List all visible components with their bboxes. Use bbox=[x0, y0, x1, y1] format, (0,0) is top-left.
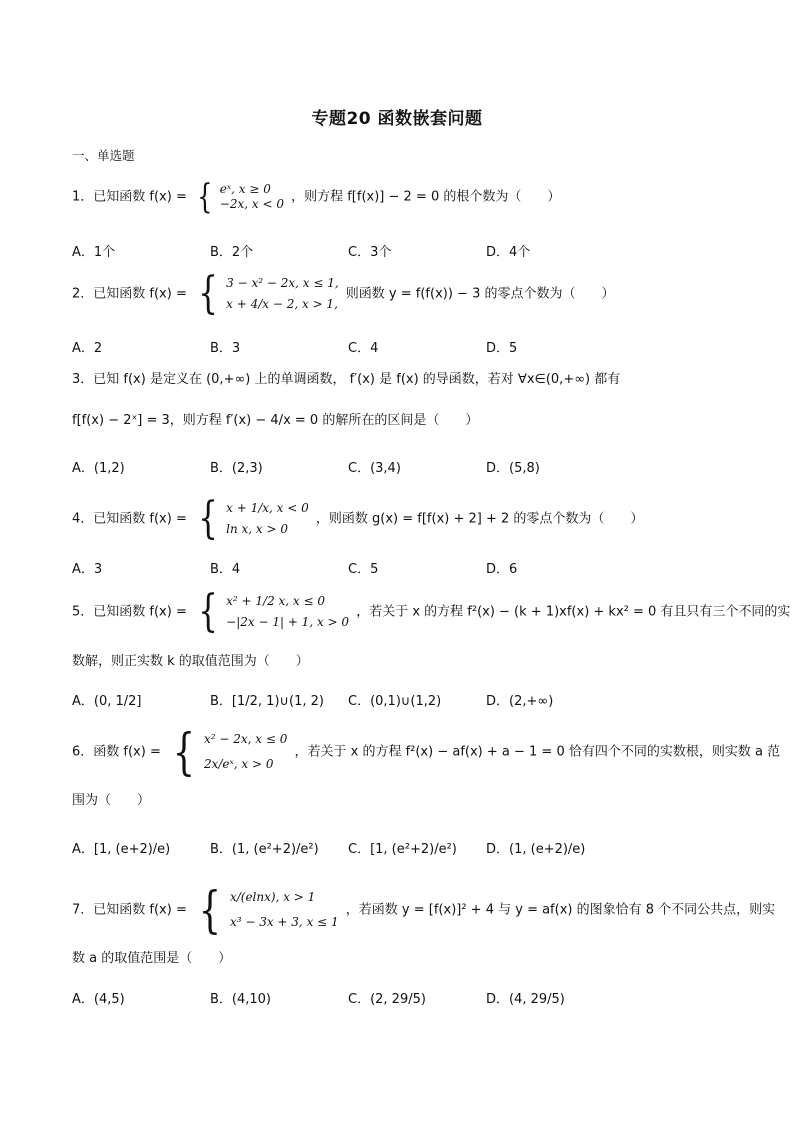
question-number: 7． bbox=[72, 902, 94, 918]
case-line: ln x, x > 0 bbox=[226, 522, 289, 536]
question-5-line-2 bbox=[72, 654, 309, 670]
question-stem: 数 a 的取值范围是（ ） bbox=[72, 951, 232, 966]
question-stem: 数解，则正实数 k 的取值范围为（ ） bbox=[72, 654, 309, 669]
case-line: x + 4/x − 2, x > 1, bbox=[226, 297, 338, 311]
question-stem: ，则函数 g(x) = f[f(x) + 2] + 2 的零点个数为（ ） bbox=[315, 511, 644, 527]
question-3-line-2 bbox=[72, 413, 478, 429]
question-number: 1． bbox=[72, 189, 94, 205]
piecewise-definition bbox=[194, 177, 284, 217]
case-line: x³ − 3x + 3, x ≤ 1 bbox=[229, 915, 339, 929]
question-stem: f[f(x) − 2ˣ] = 3，则方程 f′(x) − 4/x = 0 的解所在的区间是（ ） bbox=[72, 413, 479, 428]
option-d[interactable]: D．(5,8) bbox=[486, 461, 540, 476]
option-a[interactable]: A．2 bbox=[72, 341, 103, 356]
question-7-line-2 bbox=[72, 951, 231, 967]
option-c[interactable]: C．5 bbox=[348, 562, 379, 577]
question-number: 6． bbox=[72, 744, 94, 760]
case-line: x + 1/x, x < 0 bbox=[226, 501, 309, 515]
question-6-line-2 bbox=[72, 793, 150, 809]
option-a[interactable]: A．(1,2) bbox=[72, 461, 125, 476]
option-d[interactable]: D．5 bbox=[486, 341, 518, 356]
piecewise-definition bbox=[194, 268, 339, 319]
option-c[interactable]: C．(2, 29/5) bbox=[348, 992, 426, 1007]
left-brace-icon: { bbox=[198, 493, 218, 544]
option-b[interactable]: B．[1/2, 1)∪(1, 2) bbox=[210, 694, 324, 709]
question-3 bbox=[72, 372, 620, 388]
option-b[interactable]: B．2个 bbox=[210, 245, 254, 260]
option-a[interactable]: A．[1, (e+2)/e) bbox=[72, 842, 171, 857]
question-stem: ，则方程 f[f(x)] − 2 = 0 的根个数为（ ） bbox=[291, 189, 561, 205]
option-b[interactable]: B．3 bbox=[210, 341, 241, 356]
question-stem: 围为（ ） bbox=[72, 793, 151, 808]
option-a[interactable]: A．(4,5) bbox=[72, 992, 125, 1007]
case-line: x/(elnx), x > 1 bbox=[229, 890, 316, 904]
left-brace-icon: { bbox=[198, 881, 222, 939]
question-7 bbox=[72, 881, 776, 939]
question-4 bbox=[72, 493, 644, 544]
case-line: 3 − x² − 2x, x ≤ 1, bbox=[226, 276, 339, 290]
question-stem: 函数 f(x) = bbox=[93, 744, 161, 760]
question-stem: 已知函数 f(x) = bbox=[93, 511, 187, 527]
question-stem: ，若函数 y = [f(x)]² + 4 与 y = af(x) 的图象恰有 8 个不同公共点，则实 bbox=[345, 902, 776, 918]
option-b[interactable]: B．(1, (e²+2)/e²) bbox=[210, 842, 319, 857]
question-number: 5． bbox=[72, 604, 94, 620]
question-2 bbox=[72, 268, 615, 319]
option-c[interactable]: C．4 bbox=[348, 341, 379, 356]
question-6 bbox=[72, 723, 781, 781]
option-a[interactable]: A．3 bbox=[72, 562, 103, 577]
case-line: x² + 1/2 x, x ≤ 0 bbox=[226, 594, 326, 608]
case-line: eˣ, x ≥ 0 bbox=[219, 182, 271, 196]
question-number: 3． bbox=[72, 372, 94, 387]
question-stem: 已知函数 f(x) = bbox=[93, 902, 187, 918]
question-stem: ，若关于 x 的方程 f²(x) − af(x) + a − 1 = 0 恰有四个不同的实数根，则实数 a 范 bbox=[294, 744, 781, 760]
option-d[interactable]: D．4个 bbox=[486, 245, 531, 260]
left-brace-icon: { bbox=[198, 586, 218, 637]
question-stem: 已知函数 f(x) = bbox=[93, 604, 187, 620]
question-stem: 已知 f(x) 是定义在 (0,+∞) 上的单调函数， f′(x) 是 f(x) 的导函数，若对 ∀x∈(0,+∞) 都有 bbox=[93, 372, 621, 387]
option-b[interactable]: B．(4,10) bbox=[210, 992, 272, 1007]
section-heading: 一、单选题 bbox=[72, 148, 135, 163]
question-stem: 已知函数 f(x) = bbox=[93, 286, 187, 302]
case-line: 2x/eˣ, x > 0 bbox=[203, 757, 274, 771]
option-b[interactable]: B．(2,3) bbox=[210, 461, 263, 476]
piecewise-definition bbox=[168, 723, 288, 781]
option-c[interactable]: C．[1, (e²+2)/e²) bbox=[348, 842, 457, 857]
question-number: 2． bbox=[72, 286, 94, 302]
piecewise-definition bbox=[194, 586, 350, 637]
question-1 bbox=[72, 177, 561, 217]
question-5 bbox=[72, 586, 791, 637]
option-c[interactable]: C．(0,1)∪(1,2) bbox=[348, 694, 442, 709]
question-stem: 则函数 y = f(f(x)) − 3 的零点个数为（ ） bbox=[345, 286, 615, 302]
left-brace-icon: { bbox=[198, 268, 218, 319]
left-brace-icon: { bbox=[172, 723, 196, 781]
option-c[interactable]: C．3个 bbox=[348, 245, 392, 260]
option-d[interactable]: D．(2,+∞) bbox=[486, 694, 554, 709]
option-d[interactable]: D．(1, (e+2)/e) bbox=[486, 842, 586, 857]
question-stem: 已知函数 f(x) = bbox=[93, 189, 187, 205]
piecewise-definition bbox=[194, 493, 309, 544]
option-c[interactable]: C．(3,4) bbox=[348, 461, 401, 476]
case-line: −|2x − 1| + 1, x > 0 bbox=[226, 615, 350, 629]
option-a[interactable]: A．1个 bbox=[72, 245, 116, 260]
question-number: 4． bbox=[72, 511, 94, 527]
left-brace-icon: { bbox=[197, 177, 213, 217]
option-a[interactable]: A．(0, 1/2] bbox=[72, 694, 142, 709]
document-title: 专题20 函数嵌套问题 bbox=[311, 109, 483, 129]
piecewise-definition bbox=[194, 881, 339, 939]
option-d[interactable]: D．6 bbox=[486, 562, 518, 577]
question-stem: ，若关于 x 的方程 f²(x) − (k + 1)xf(x) + kx² = 0 有且只有三个不同的实 bbox=[356, 604, 791, 620]
option-b[interactable]: B．4 bbox=[210, 562, 241, 577]
case-line: −2x, x < 0 bbox=[219, 197, 284, 211]
case-line: x² − 2x, x ≤ 0 bbox=[203, 732, 288, 746]
option-d[interactable]: D．(4, 29/5) bbox=[486, 992, 565, 1007]
